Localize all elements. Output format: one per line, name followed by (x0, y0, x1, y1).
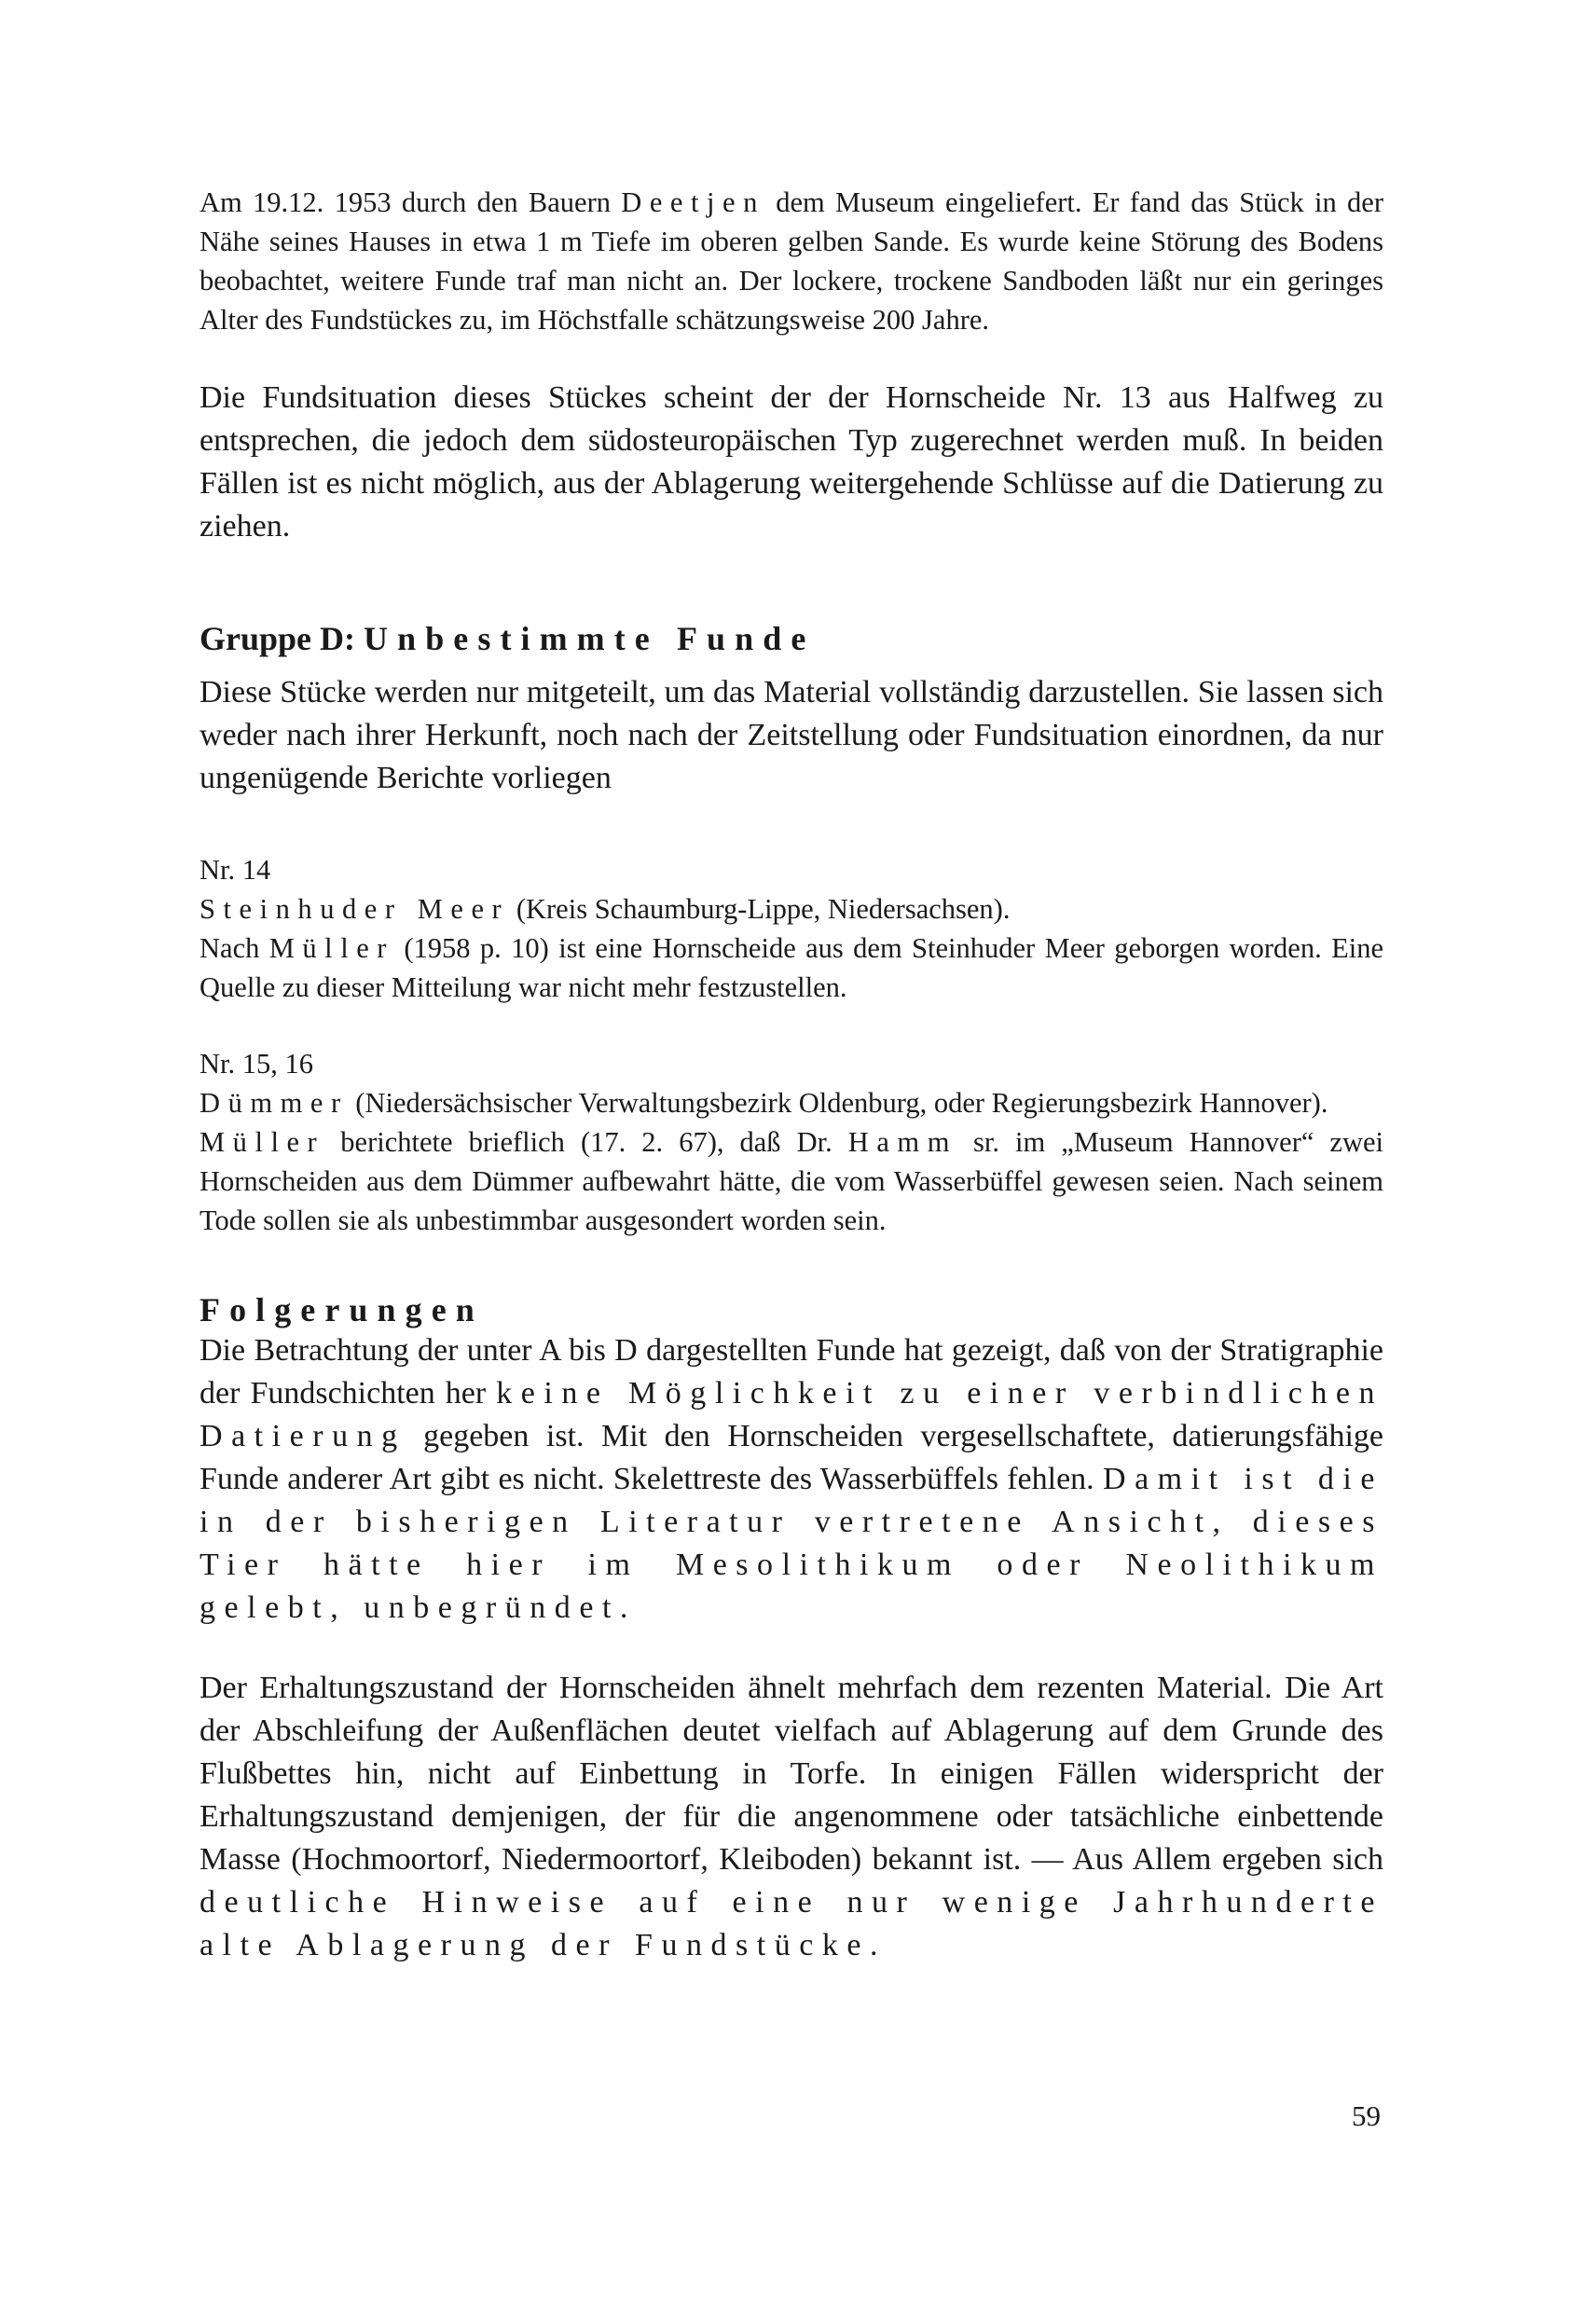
page-body (200, 183, 1383, 1967)
text-run: berichtete brieflich (17. 2. 67), daß Dr. (324, 1126, 848, 1158)
section-heading-gruppe-d (200, 619, 1383, 658)
entry-number: Nr. 14 (200, 854, 271, 886)
text-run: gegeben ist. Mit den Hornscheiden vergesellschaftete, datierungsfähige Funde anderer Art gibt es nicht. Skelettreste des Wasserbüffels fehlen. (200, 1419, 1383, 1496)
entry-site (200, 1083, 1383, 1122)
heading-prefix: Gruppe D: (200, 620, 365, 657)
entry-nr-14 (200, 850, 1383, 1007)
paragraph-fundsituation: Die Fundsituation dieses Stückes scheint der der Hornscheide Nr. 13 aus Halfweg zu entsprechen, die jedoch dem südosteuropäischen Typ zugerechnet werden muß. In beiden Fällen ist es nicht möglich, aus der Ablagerung weitergehende Schlüsse auf die Datierung zu ziehen. (200, 380, 1383, 544)
text-run: (1958 p. 10) ist eine Hornscheide aus dem Steinhuder Meer geborgen worden. Eine Quelle zu dieser Mitteilung war nicht mehr festzustellen. (200, 932, 1383, 1003)
text-run: Der Erhaltungszustand der Hornscheiden ähnelt mehrfach dem rezenten Material. Die Art der Abschleifung der Außenflächen deutet vielfach auf Ablagerung auf dem Grunde des Flußbettes hin, nicht auf Einbettung in Torfe. In einigen Fällen widerspricht der Erhaltungszustand demjenigen, der für die angenommene oder tatsächliche einbettende Masse (Hochmoortorf, Niedermoortorf, Kleiboden) bekannt ist. — Aus Allem ergeben sich (200, 1671, 1383, 1877)
entry-site (200, 889, 1383, 929)
site-name: Steinhuder Meer (200, 893, 510, 925)
page-number: 59 (1352, 2099, 1381, 2132)
person-name: Müller (200, 1126, 325, 1158)
emphasis-text: Damit ist die in der bisherigen Literatur vertretene Ansicht, dieses Tier hätte hier im Mesolithikum oder Neolithikum gelebt, unbegründet. (200, 1462, 1384, 1625)
text-run: Die Betrachtung der unter A bis D dargestellten Funde hat gezeigt, daß von der Stratigraphie der Fundschichten her (200, 1333, 1383, 1411)
entry-nr-15-16 (200, 1044, 1383, 1240)
paragraph-folgerungen-2 (200, 1667, 1383, 1967)
entry-text (200, 1122, 1383, 1240)
paragraph-find-report (200, 183, 1383, 339)
text-run: Nach (200, 932, 269, 964)
entry-text (200, 929, 1383, 1007)
text-run: dem Museum eingeliefert. Er fand das Stück in der Nähe seines Hauses in etwa 1 m Tiefe im oberen gelben Sande. Es wurde keine Störung des Bodens beobachtet, weitere Funde traf man nicht an. Der lockere, trockene Sandboden läßt nur ein geringes Alter des Fundstückes zu, im Höchstfalle schätzungsweise 200 Jahre. (200, 186, 1383, 336)
paragraph-folgerungen-1 (200, 1329, 1383, 1630)
emphasis-text: keine Möglichkeit zu einer verbindlichen Datierung (200, 1376, 1383, 1453)
section-heading-folgerungen: Folgerungen (200, 1291, 484, 1328)
paragraph-gruppe-d-intro: Diese Stücke werden nur mitgeteilt, um das Material vollständig darzustellen. Sie lassen sich weder nach ihrer Herkunft, noch nach der Zeitstellung oder Fundsituation einordnen, da nur ungenügende Berichte vorliegen (200, 675, 1383, 795)
text-run: Am 19.12. 1953 durch den Bauern (200, 186, 622, 218)
emphasis-text: deutliche Hinweise auf eine nur wenige Jahrhunderte alte Ablagerung der Fundstücke. (200, 1885, 1383, 1962)
text-run: (Niedersächsischer Verwaltungsbezirk Oldenburg, oder Regierungsbezirk Hannover). (348, 1087, 1328, 1119)
person-name: Deetjen (621, 186, 765, 218)
site-name: Dümmer (200, 1087, 349, 1119)
person-name: Hamm (847, 1126, 957, 1158)
text-run: sr. im „Museum Hannover“ zwei Hornscheiden aus dem Dümmer aufbewahrt hätte, die vom Wasserbüffel gewesen seien. Nach seinem Tode sollen sie als unbestimmbar ausgesondert worden sein. (200, 1126, 1384, 1236)
heading-title: Unbestimmte Funde (364, 620, 816, 657)
text-run: (Kreis Schaumburg-Lippe, Niedersachsen). (509, 893, 1011, 925)
entry-number: Nr. 15, 16 (200, 1048, 313, 1080)
person-name: Müller (268, 932, 394, 964)
